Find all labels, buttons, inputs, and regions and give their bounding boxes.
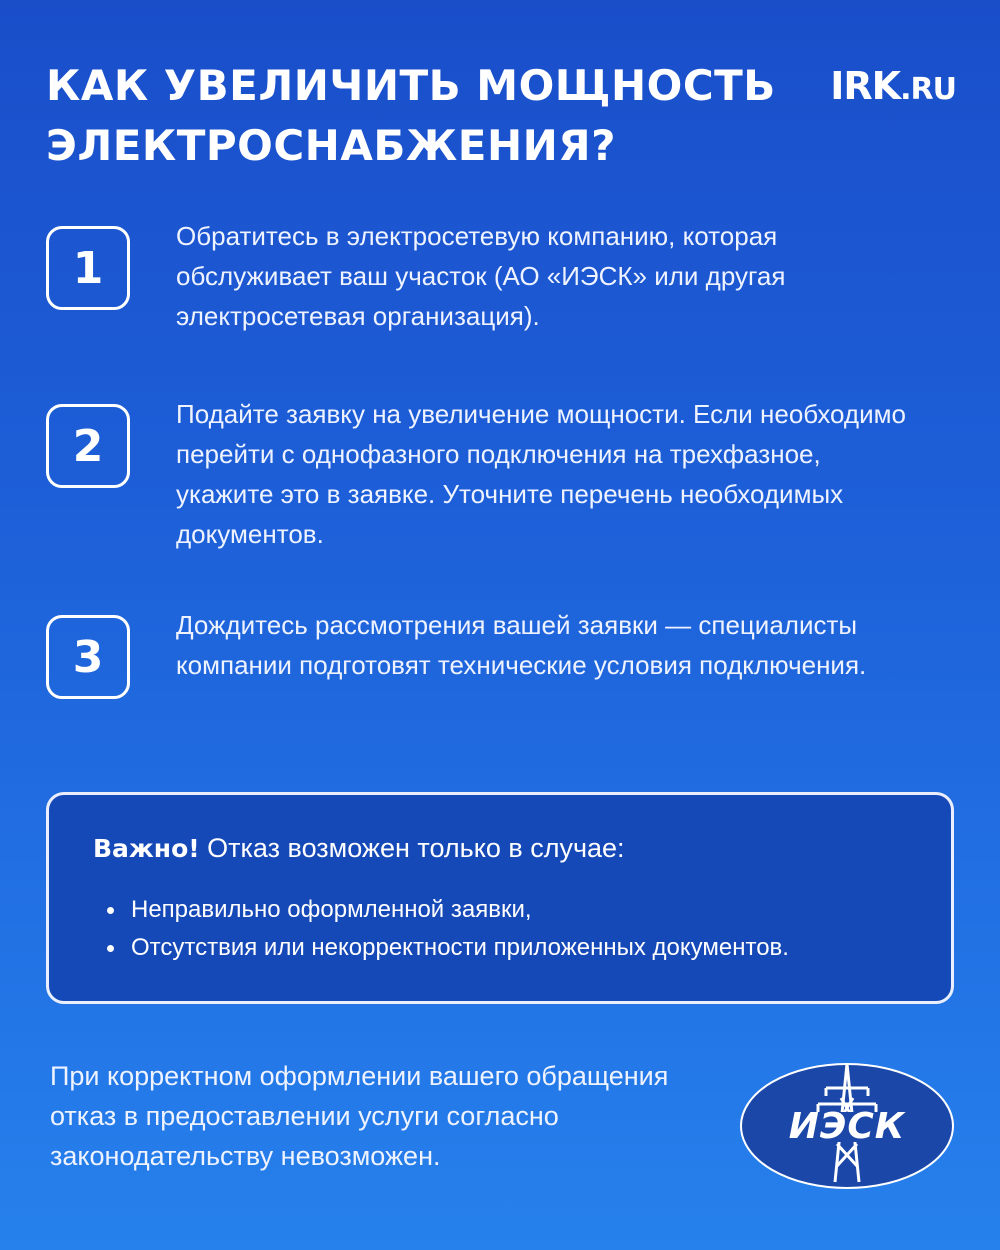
brand-suffix: .RU xyxy=(900,72,956,107)
brand-logo xyxy=(830,64,956,108)
list-item: Отсутствия или некорректности приложенных документов. xyxy=(93,929,789,967)
list-item: Неправильно оформленной заявки, xyxy=(93,891,789,929)
title-line-2: ЭЛЕКТРОСНАБЖЕНИЯ? xyxy=(46,121,616,170)
notice-bold-label: Важно! xyxy=(93,834,200,863)
logo-text: ИЭСК xyxy=(788,1106,906,1147)
step-number-badge: 3 xyxy=(46,615,130,699)
step-text: Подайте заявку на увеличение мощности. Если необходимо перейти с однофазного подключения на трехфазное, укажите это в заявке. Уточните перечень необходимых документов. xyxy=(176,399,906,549)
step-text: Дождитесь рассмотрения вашей заявки — специалисты компании подготовят технические условия подключения. xyxy=(176,610,867,680)
title-line-1: КАК УВЕЛИЧИТЬ МОЩНОСТЬ xyxy=(46,61,776,110)
notice-heading xyxy=(93,833,625,864)
step-number-badge: 2 xyxy=(46,404,130,488)
notice-text: Отказ возможен только в случае: xyxy=(199,833,625,863)
footer-text: При корректном оформлении вашего обращения отказ в предоставлении услуги согласно законодательству невозможен. xyxy=(50,1061,669,1171)
step-number-badge: 1 xyxy=(46,226,130,310)
notice-list xyxy=(93,891,789,967)
iesk-logo xyxy=(738,1058,956,1192)
page-title xyxy=(46,56,806,176)
important-notice xyxy=(46,792,954,1004)
brand-main: IRK xyxy=(830,64,901,108)
step-text: Обратитесь в электросетевую компанию, которая обслуживает ваш участок (АО «ИЭСК» или другая электросетевая организация). xyxy=(176,221,786,331)
